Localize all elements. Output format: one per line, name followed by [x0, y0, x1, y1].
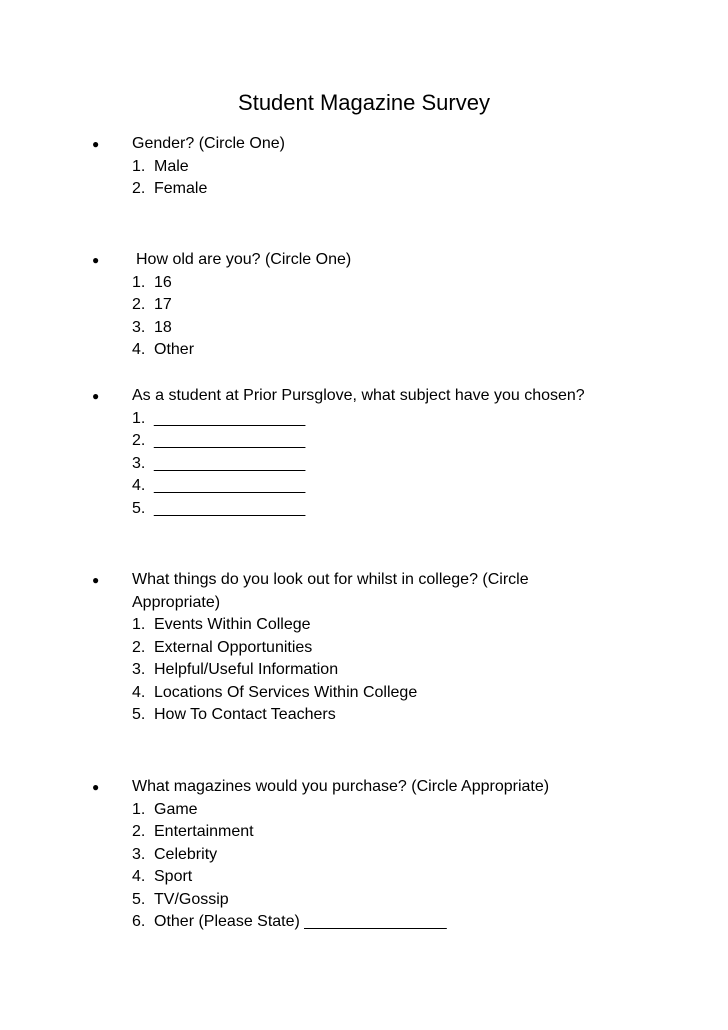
bullet-icon: ●	[92, 389, 100, 403]
bullet-icon: ●	[92, 253, 100, 267]
answer-line[interactable]	[108, 498, 628, 521]
option-item[interactable]	[108, 272, 628, 295]
option-label: How To Contact Teachers	[154, 706, 336, 723]
option-number: 1.	[132, 800, 146, 818]
blank-line[interactable]: _________________	[154, 432, 306, 449]
option-number: 5.	[132, 890, 146, 908]
option-label: 17	[154, 296, 172, 313]
page-title: Student Magazine Survey	[238, 90, 490, 115]
blank-line[interactable]: _________________	[154, 409, 306, 427]
option-label: Celebrity	[154, 845, 218, 863]
answer-line[interactable]	[108, 475, 628, 498]
answer-line[interactable]	[108, 453, 628, 476]
option-label: Other	[154, 341, 195, 358]
option-label: Sport	[154, 868, 193, 885]
option-number: 2.	[132, 432, 146, 449]
option-item[interactable]	[108, 799, 628, 822]
option-number: 4.	[132, 868, 146, 885]
blank-line[interactable]: _________________	[154, 477, 306, 494]
option-number: 3.	[132, 318, 146, 336]
option-number: 5.	[132, 499, 146, 517]
question-text: What magazines would you purchase? (Circle Appropriate)	[132, 778, 550, 795]
option-item[interactable]	[108, 178, 628, 201]
question-text-continued: Appropriate)	[132, 593, 221, 611]
option-number: 3.	[132, 845, 146, 863]
option-label: Locations Of Services Within College	[154, 683, 418, 701]
option-label: Events Within College	[154, 616, 311, 633]
option-label: Game	[154, 800, 198, 818]
option-item[interactable]	[108, 911, 628, 934]
option-number: 1.	[132, 409, 146, 427]
option-number: 5.	[132, 706, 146, 723]
option-label: TV/Gossip	[154, 890, 229, 908]
option-number: 4.	[132, 341, 146, 358]
option-number: 2.	[132, 296, 146, 313]
blank-line[interactable]: _________________	[154, 499, 306, 517]
option-label: Female	[154, 180, 208, 197]
option-label: Entertainment	[154, 823, 254, 840]
option-item[interactable]	[108, 889, 628, 912]
bullet-icon: ●	[92, 573, 100, 587]
option-label: Helpful/Useful Information	[154, 661, 339, 678]
option-number: 1.	[132, 157, 146, 175]
option-number: 3.	[132, 661, 146, 678]
option-item[interactable]	[108, 704, 628, 727]
question-gender	[92, 133, 628, 201]
option-label: 16	[154, 273, 172, 291]
question-text: As a student at Prior Pursglove, what subject have you chosen?	[132, 387, 585, 404]
blank-line[interactable]: _________________	[154, 454, 306, 472]
question-age	[92, 249, 628, 362]
option-item[interactable]	[108, 866, 628, 889]
option-item[interactable]	[108, 156, 628, 179]
option-item[interactable]	[108, 821, 628, 844]
option-number: 3.	[132, 454, 146, 472]
bullet-icon: ●	[92, 137, 100, 151]
option-item[interactable]	[108, 682, 628, 705]
option-label: 18	[154, 318, 172, 336]
answer-line[interactable]	[108, 408, 628, 431]
option-item[interactable]	[108, 659, 628, 682]
question-subject	[92, 385, 628, 520]
question-text: How old are you? (Circle One)	[136, 251, 352, 268]
option-item[interactable]	[108, 844, 628, 867]
question-college-interests	[92, 569, 628, 727]
option-number: 4.	[132, 683, 146, 701]
option-number: 6.	[132, 913, 146, 930]
option-item[interactable]	[108, 294, 628, 317]
option-label-other[interactable]: Other (Please State) ________________	[154, 913, 447, 930]
option-number: 1.	[132, 273, 146, 291]
option-label: Male	[154, 157, 189, 175]
option-number: 4.	[132, 477, 146, 494]
option-number: 1.	[132, 616, 146, 633]
option-number: 2.	[132, 180, 146, 197]
question-text: Gender? (Circle One)	[132, 135, 285, 152]
option-item[interactable]	[108, 614, 628, 637]
option-label: External Opportunities	[154, 638, 313, 656]
question-text: What things do you look out for whilst in college? (Circle	[132, 571, 529, 588]
answer-line[interactable]	[108, 430, 628, 453]
option-number: 2.	[132, 638, 146, 656]
option-item[interactable]	[108, 637, 628, 660]
option-item[interactable]	[108, 317, 628, 340]
bullet-icon: ●	[92, 780, 100, 794]
question-magazines	[92, 776, 628, 934]
option-number: 2.	[132, 823, 146, 840]
option-item[interactable]	[108, 339, 628, 362]
